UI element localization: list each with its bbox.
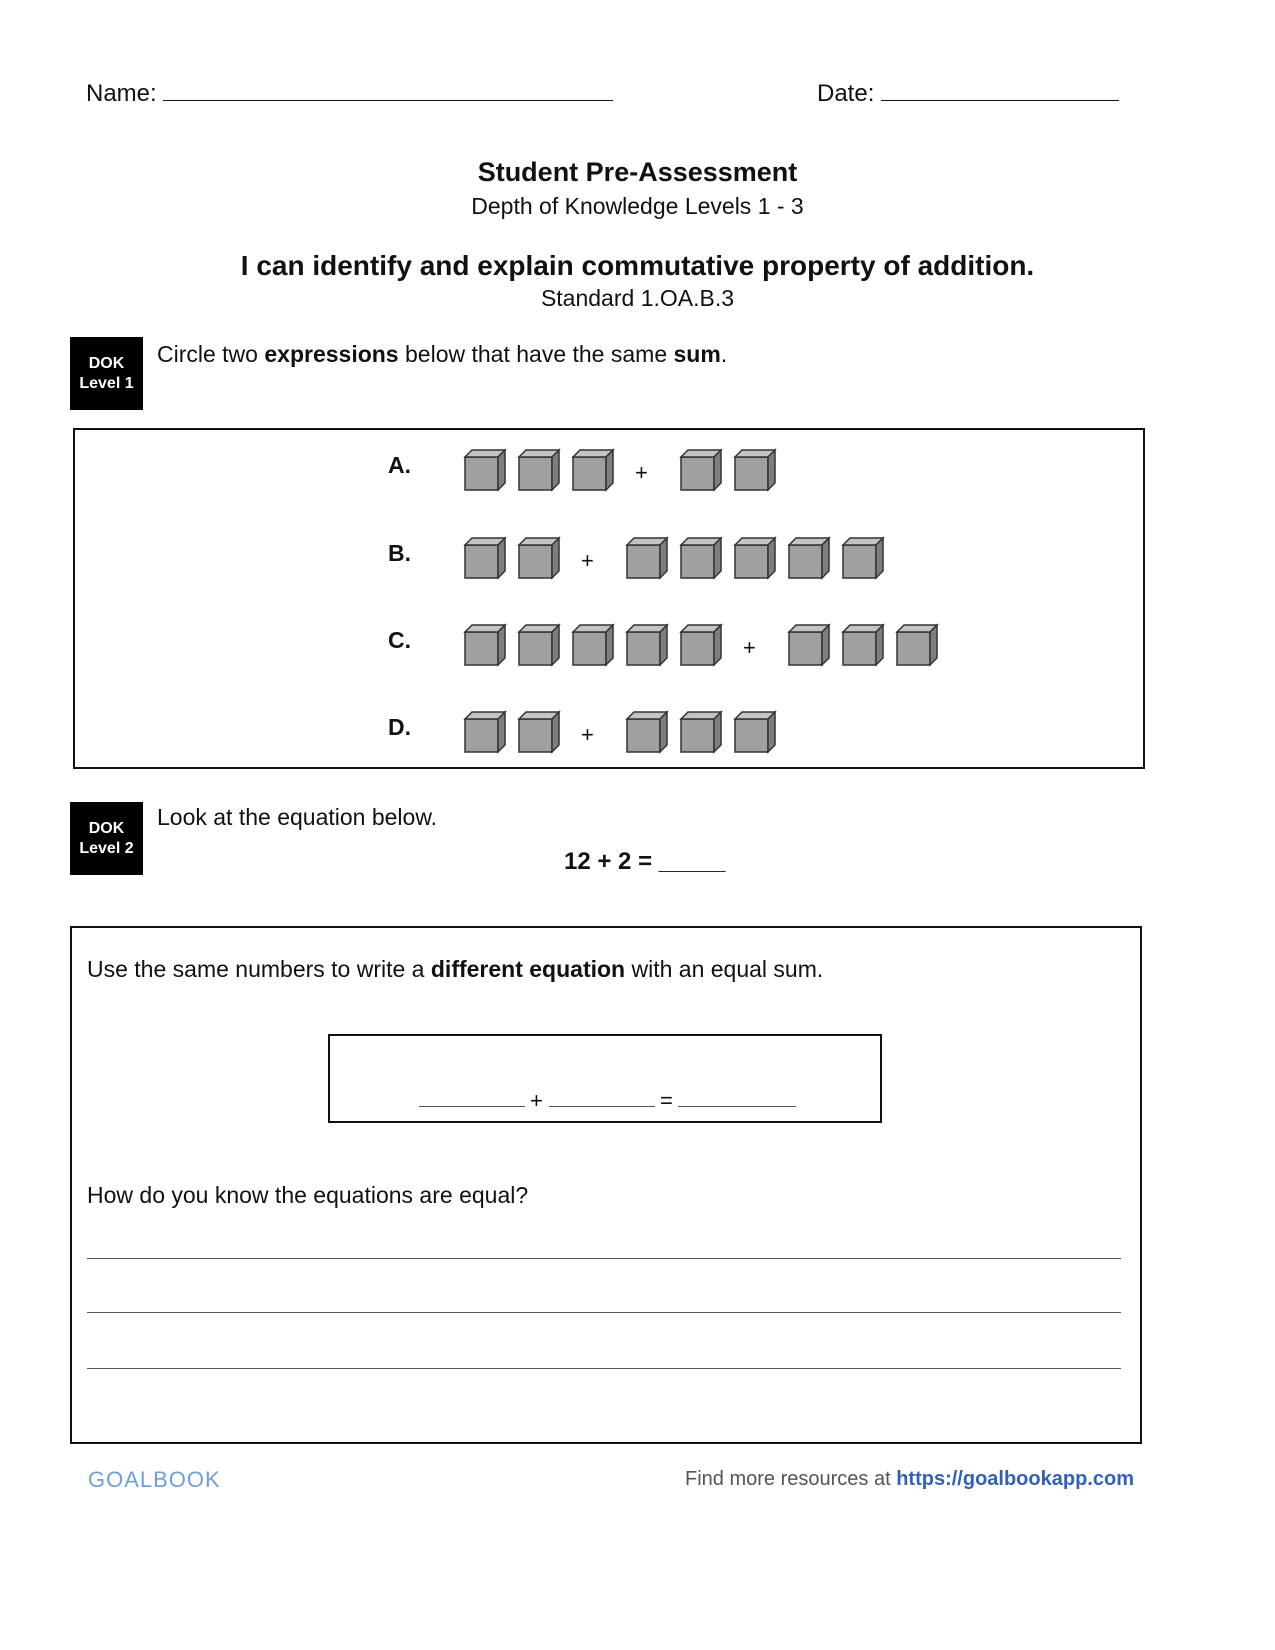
prompt-bold-sum: sum [673, 341, 721, 367]
page-title: Student Pre-Assessment [477, 157, 798, 187]
dok-label: DOK [88, 819, 125, 837]
unit-cube-icon [787, 623, 831, 667]
instruction-text: Use the same numbers to write a [87, 956, 431, 982]
standard-code: Standard 1.OA.B.3 [540, 285, 735, 311]
plus-sign: + [743, 635, 756, 660]
answer-line-2[interactable] [87, 1312, 1121, 1313]
plus-sign: + [581, 548, 594, 573]
unit-cube-icon [841, 536, 885, 580]
option-label: B. [388, 540, 411, 566]
unit-cube-icon [517, 536, 561, 580]
plus-sign: + [581, 722, 594, 747]
unit-cube-icon [517, 448, 561, 492]
unit-cube-icon [679, 536, 723, 580]
section2-prompt: Look at the equation below. [157, 804, 438, 830]
unit-cube-icon [463, 536, 507, 580]
addend-1-blank[interactable] [419, 1106, 525, 1107]
unit-cube-icon [463, 623, 507, 667]
unit-cube-icon [841, 623, 885, 667]
date-label: Date: [817, 80, 875, 107]
unit-cube-icon [517, 710, 561, 754]
unit-cube-icon [895, 623, 939, 667]
unit-cube-icon [625, 710, 669, 754]
unit-cube-icon [517, 623, 561, 667]
option-label: C. [388, 627, 411, 653]
name-label: Name: [86, 80, 157, 107]
date-field[interactable] [817, 80, 1119, 108]
unit-cube-icon [571, 623, 615, 667]
dok-label: DOK [88, 354, 125, 372]
addend-2-blank[interactable] [549, 1106, 655, 1107]
option-row[interactable] [75, 536, 1143, 586]
plus-sign: + [530, 1088, 543, 1113]
unit-cube-icon [733, 536, 777, 580]
learning-goal: I can identify and explain commutative property of addition. [240, 250, 1035, 281]
option-row[interactable] [75, 623, 1143, 673]
unit-cube-icon [625, 536, 669, 580]
unit-cube-icon [625, 623, 669, 667]
dok-level-label: Level 1 [79, 374, 134, 392]
dok-level-2-badge [70, 802, 143, 875]
prompt-text: below that have the same [398, 341, 674, 367]
section1-prompt [157, 341, 727, 368]
options-box [73, 428, 1145, 769]
prompt-bold-expressions: expressions [264, 341, 399, 367]
unit-cube-icon [787, 536, 831, 580]
unit-cube-icon [463, 448, 507, 492]
option-label: A. [388, 452, 411, 478]
unit-cube-icon [679, 710, 723, 754]
instruction-text: with an equal sum. [625, 956, 824, 982]
answer-line-3[interactable] [87, 1368, 1121, 1369]
explanation-question: How do you know the equations are equal? [87, 1182, 529, 1208]
unit-cube-icon [733, 710, 777, 754]
unit-cube-icon [733, 448, 777, 492]
footer-resources [685, 1468, 1134, 1491]
name-field[interactable] [86, 80, 613, 108]
option-label: D. [388, 714, 411, 740]
dok-level-1-badge [70, 337, 143, 410]
prompt-text: . [720, 341, 728, 367]
unit-cube-icon [463, 710, 507, 754]
goalbook-logo: GOALBOOK [88, 1467, 221, 1492]
date-blank[interactable] [881, 80, 1119, 101]
footer-text: Find more resources at [685, 1468, 897, 1490]
unit-cube-icon [571, 448, 615, 492]
dok-level-label: Level 2 [79, 839, 134, 857]
option-row[interactable] [75, 448, 1143, 498]
equation-instruction [87, 956, 823, 983]
option-row[interactable] [75, 710, 1143, 760]
equals-sign: = [660, 1088, 673, 1113]
plus-sign: + [635, 460, 648, 485]
answer-box [70, 926, 1142, 1444]
page-subtitle: Depth of Knowledge Levels 1 - 3 [471, 193, 804, 219]
equation-entry-box [328, 1034, 882, 1123]
unit-cube-icon [679, 448, 723, 492]
prompt-text: Circle two [157, 341, 265, 367]
unit-cube-icon [679, 623, 723, 667]
instruction-bold: different equation [430, 956, 626, 982]
answer-line-1[interactable] [87, 1258, 1121, 1259]
sum-blank[interactable] [678, 1106, 796, 1107]
footer-link[interactable]: https://goalbookapp.com [896, 1468, 1134, 1490]
given-equation: 12 + 2 = _____ [564, 848, 726, 875]
name-blank[interactable] [163, 80, 613, 101]
